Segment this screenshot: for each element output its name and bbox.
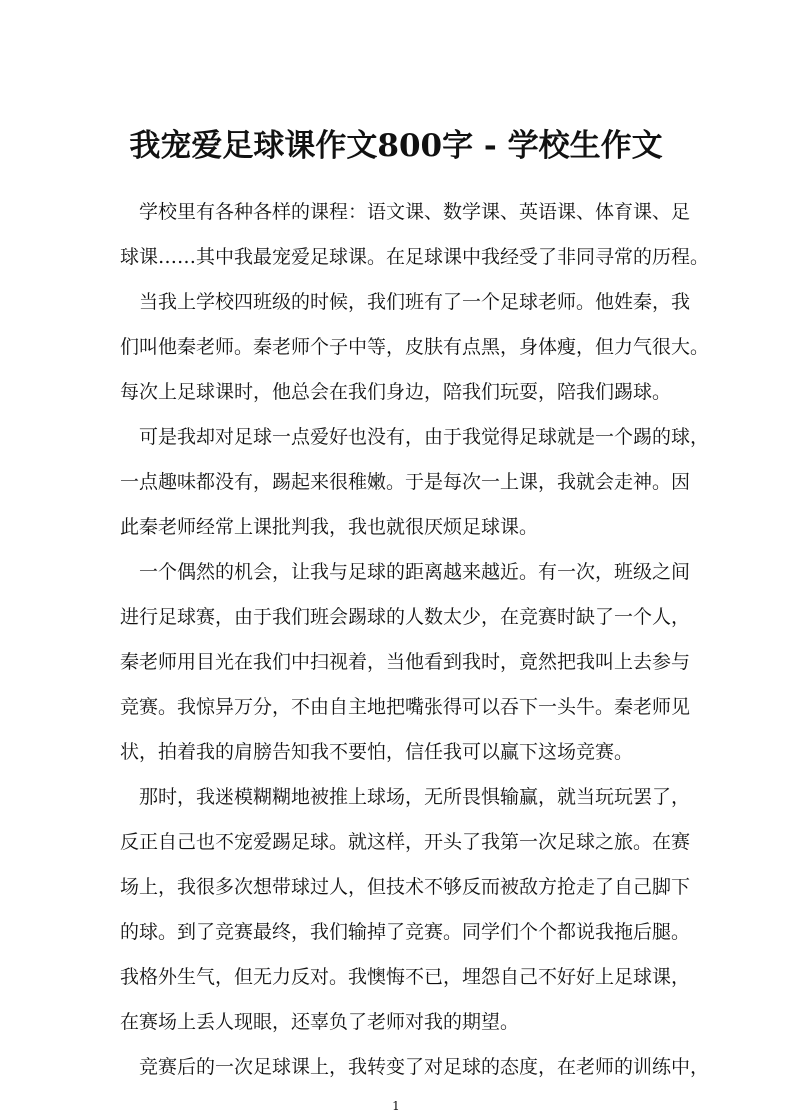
text-line: 当我上学校四班级的时候，我们班有了一个足球老师。他姓秦，我	[139, 291, 691, 313]
text-line: 一点趣味都没有，踢起来很稚嫩。于是每次一上课，我就会走神。因	[120, 471, 691, 493]
text-line: 那时，我迷模糊糊地被推上球场，无所畏惧输赢，就当玩玩罢了，	[139, 786, 691, 808]
text-line: 反正自己也不宠爱踢足球。就这样，开头了我第一次足球之旅。在赛	[120, 831, 691, 853]
document-title: 我宠爱足球课作文800字 - 学校生作文	[129, 128, 663, 164]
text-line: 一个偶然的机会，让我与足球的距离越来越近。有一次，班级之间	[139, 561, 691, 583]
text-line: 竞赛后的一次足球课上，我转变了对足球的态度，在老师的训练中，	[139, 1056, 710, 1078]
text-line: 们叫他秦老师。秦老师个子中等，皮肤有点黑，身体瘦，但力气很大。	[120, 336, 710, 358]
text-line: 场上，我很多次想带球过人，但技术不够反而被敌方抢走了自己脚下	[120, 876, 691, 898]
text-line: 进行足球赛，由于我们班会踢球的人数太少，在竞赛时缺了一个人，	[120, 606, 691, 628]
page-number: 1	[392, 1099, 400, 1113]
text-line: 状，拍着我的肩膀告知我不要怕，信任我可以赢下这场竞赛。	[120, 741, 634, 763]
text-line: 在赛场上丢人现眼，还辜负了老师对我的期望。	[120, 1011, 520, 1033]
text-line: 此秦老师经常上课批判我，我也就很厌烦足球课。	[120, 516, 539, 538]
text-line: 我格外生气，但无力反对。我懊悔不已，埋怨自己不好好上足球课，	[120, 966, 691, 988]
text-line: 秦老师用目光在我们中扫视着，当他看到我时，竟然把我叫上去参与	[120, 651, 691, 673]
text-line: 可是我却对足球一点爱好也没有，由于我觉得足球就是一个踢的球，	[139, 426, 710, 448]
text-line: 的球。到了竞赛最终，我们输掉了竞赛。同学们个个都说我拖后腿。	[120, 921, 691, 943]
text-line: 每次上足球课时，他总会在我们身边，陪我们玩耍，陪我们踢球。	[120, 381, 672, 403]
text-line: 球课……其中我最宠爱足球课。在足球课中我经受了非同寻常的历程。	[120, 246, 710, 268]
text-line: 学校里有各种各样的课程：语文课、数学课、英语课、体育课、足	[139, 201, 691, 223]
text-line: 竞赛。我惊异万分，不由自主地把嘴张得可以吞下一头牛。秦老师见	[120, 696, 691, 718]
